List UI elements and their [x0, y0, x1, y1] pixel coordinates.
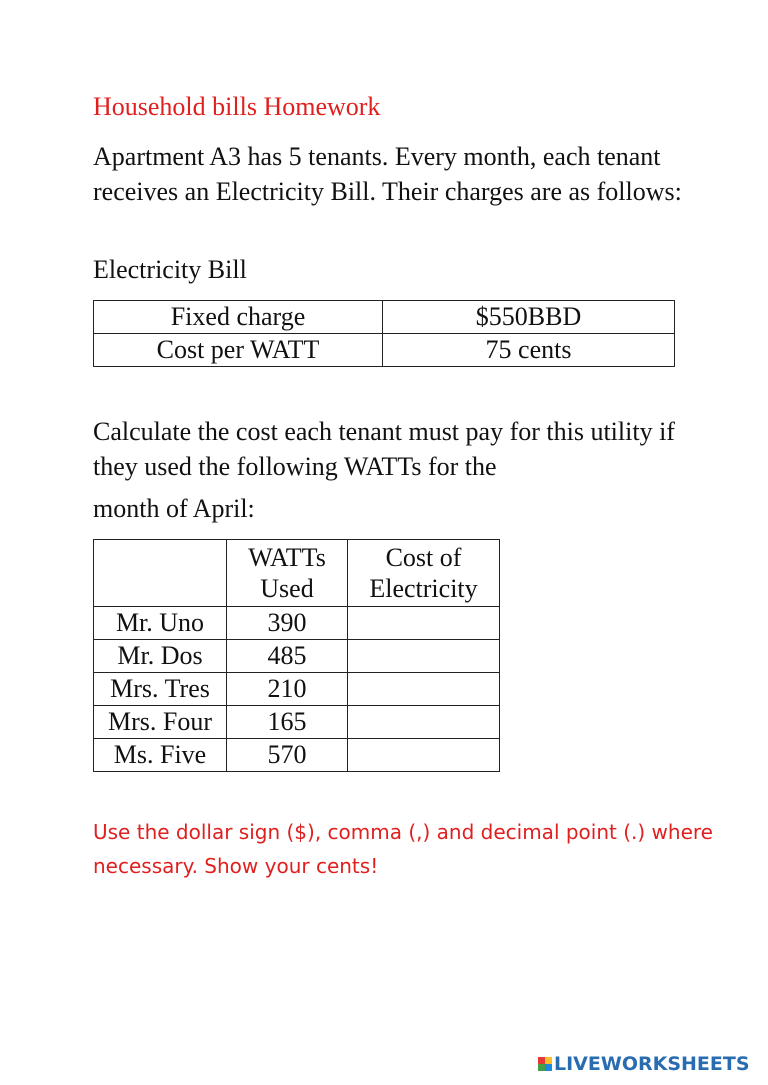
- bill-heading: Electricity Bill: [93, 255, 247, 284]
- question-paragraph-end: month of April:: [93, 494, 255, 523]
- logo-square-red: [538, 1057, 545, 1064]
- logo-square-blue: [545, 1064, 552, 1071]
- watts-used: 390: [227, 607, 348, 640]
- cost-answer-cell[interactable]: [348, 706, 500, 739]
- rate-row-per-watt: [94, 334, 675, 367]
- usage-header-row: [94, 540, 500, 607]
- logo-square-green: [538, 1064, 545, 1071]
- cost-answer-cell[interactable]: [348, 640, 500, 673]
- watts-used: 485: [227, 640, 348, 673]
- logo-text: LIVEWORKSHEETS: [554, 1053, 750, 1075]
- liveworksheets-logo: [538, 1050, 750, 1078]
- tenant-name: Ms. Five: [94, 739, 227, 772]
- watts-used: 165: [227, 706, 348, 739]
- intro-paragraph: Apartment A3 has 5 tenants. Every month, each tenant receives an Electricity Bill. Their charges are as follows:: [93, 142, 682, 206]
- table-row: [94, 706, 500, 739]
- tenant-name: Mrs. Four: [94, 706, 227, 739]
- watts-used: 570: [227, 739, 348, 772]
- table-row: [94, 640, 500, 673]
- table-row: [94, 607, 500, 640]
- watts-used: 210: [227, 673, 348, 706]
- liveworksheets-logo-icon: [538, 1057, 552, 1071]
- usage-table: [93, 539, 500, 772]
- tenant-name: Mr. Dos: [94, 640, 227, 673]
- header-watts-used-text: WATTs Used: [248, 543, 326, 603]
- table-row: [94, 673, 500, 706]
- rates-table: [93, 300, 675, 367]
- logo-square-yellow: [545, 1057, 552, 1064]
- tenant-name: Mrs. Tres: [94, 673, 227, 706]
- instruction-note: Use the dollar sign ($), comma (,) and decimal point (.) where necessary. Show your cents!: [93, 820, 713, 878]
- rate-value: $550BBD: [383, 301, 675, 334]
- header-blank-cell: [94, 540, 227, 607]
- header-cost-of-electricity: [348, 540, 500, 607]
- rate-row-fixed: [94, 301, 675, 334]
- worksheet-title: Household bills Homework: [93, 92, 381, 121]
- table-row: [94, 739, 500, 772]
- header-watts-used: [227, 540, 348, 607]
- cost-answer-cell[interactable]: [348, 607, 500, 640]
- cost-answer-cell[interactable]: [348, 673, 500, 706]
- rate-value: 75 cents: [383, 334, 675, 367]
- rate-label: Fixed charge: [94, 301, 383, 334]
- tenant-name: Mr. Uno: [94, 607, 227, 640]
- rate-label: Cost per WATT: [94, 334, 383, 367]
- cost-answer-cell[interactable]: [348, 739, 500, 772]
- question-paragraph: Calculate the cost each tenant must pay for this utility if they used the following WATTs for the: [93, 417, 675, 481]
- header-cost-text: Cost of Electricity: [369, 543, 478, 603]
